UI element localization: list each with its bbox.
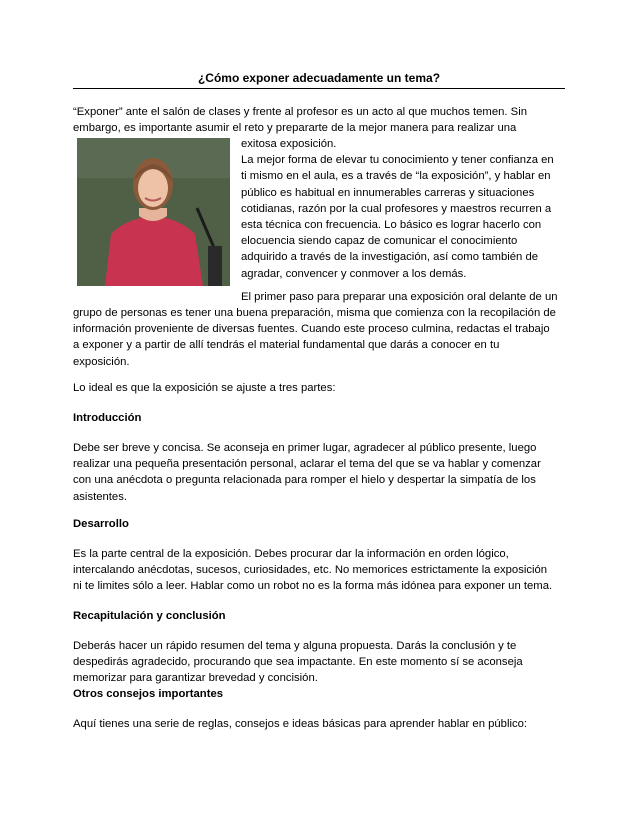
section-heading-introduccion [73,410,565,426]
second-paragraph [73,305,565,370]
section-heading: Recapitulación y conclusión [73,610,226,622]
second-paragraph-start [241,289,565,305]
section-line: Deberás hacer un rápido resumen del tema y alguna propuesta. Darás la conclusión y te [73,640,517,652]
section-body-recapitulacion [73,638,565,687]
wrap-line: agradar, convencer y conmover a los demás. [241,267,467,280]
section-line: memorizar para garantizar brevedad y concisión. [73,672,318,685]
wrap-line: La mejor forma de elevar tu conocimiento y tener confianza en [241,154,554,167]
wrap-line: exitosa exposición. [241,138,337,150]
tips-intro-line: Aquí tienes una serie de reglas, consejos e ideas básicas para aprender hablar en público: [73,718,528,730]
wrap-line: esta técnica con frecuencia. Lo básico es lograr hacerlo con [241,219,542,232]
section-heading: Introducción [73,412,142,424]
section-line: Debe ser breve y concisa. Se aconseja en primer lugar, agradecer al público presente, luego [73,442,537,454]
section-heading-desarrollo [73,516,565,532]
tips-intro [73,716,565,732]
wrap-line: ti mismo en el aula, es a través de “la exposición”, y hablar en [241,170,551,183]
section-line: Es la parte central de la exposición. Debes procurar dar la información en orden lógico, [73,548,509,560]
section-body-desarrollo [73,546,565,595]
section-line: asistentes. [73,490,128,503]
intro-line: “Exponer” ante el salón de clases y frente al profesor es un acto al que muchos temen. Sin [73,106,528,118]
para2-line: exposición. [73,355,130,368]
intro-paragraph [73,104,565,136]
section-heading: Desarrollo [73,518,129,530]
section-line: despedirás agradecido, procurando que sea impactante. En este momento sí se aconseja [73,656,523,669]
document-title: ¿Cómo exponer adecuadamente un tema? [197,71,441,85]
para2-line: a exponer y a partir de allí tendrás el material fundamental que darás a conocer en tu [73,339,500,352]
para2-line: grupo de personas es tener una buena preparación, misma que comienza con la recopilación de [73,307,556,319]
section-line: intercalando anécdotas, sucesos, curiosidades, etc. No memorices estrictamente la exposición [73,564,548,577]
section-line: realizar una pequeña presentación personal, aclarar el tema del que se va hablar y comenzar [73,458,541,471]
tips-heading [73,686,565,702]
para2-line: información proveniente de diversas fuentes. Cuando este proceso culmina, redactas el trabajo [73,323,550,336]
speaker-photo [77,138,230,286]
tips-heading-text: Otros consejos importantes [73,688,224,700]
parts-intro [73,380,565,396]
wrap-line: cotidianas, razón por la cual profesores y maestros recurren a [241,202,552,215]
wrap-line: público es habitual en innumerables carreras y situaciones [241,186,535,199]
intro-line: embargo, es importante asumir el reto y prepararte de la mejor manera para realizar una [73,122,517,135]
speaker-photo-illustration [77,138,230,286]
section-body-introduccion [73,440,565,505]
section-line: con una anécdota o pregunta relacionada para romper el hielo y despertar la simpatía de los [73,474,536,487]
parts-intro-line: Lo ideal es que la exposición se ajuste a tres partes: [73,382,336,394]
wrap-line: elocuencia siendo capaz de comunicar el conocimiento [241,235,518,248]
section-line: ni te limites sólo a leer. Hablar como un robot no es la forma más idónea para exponer un tema. [73,580,553,593]
wrap-line: adquirido a través de la investigación, así como también de [241,251,539,264]
wrap2-line: El primer paso para preparar una exposición oral delante de un [241,291,558,303]
title-underline [73,88,565,89]
wrapped-paragraph [241,136,565,282]
section-heading-recapitulacion [73,608,565,624]
